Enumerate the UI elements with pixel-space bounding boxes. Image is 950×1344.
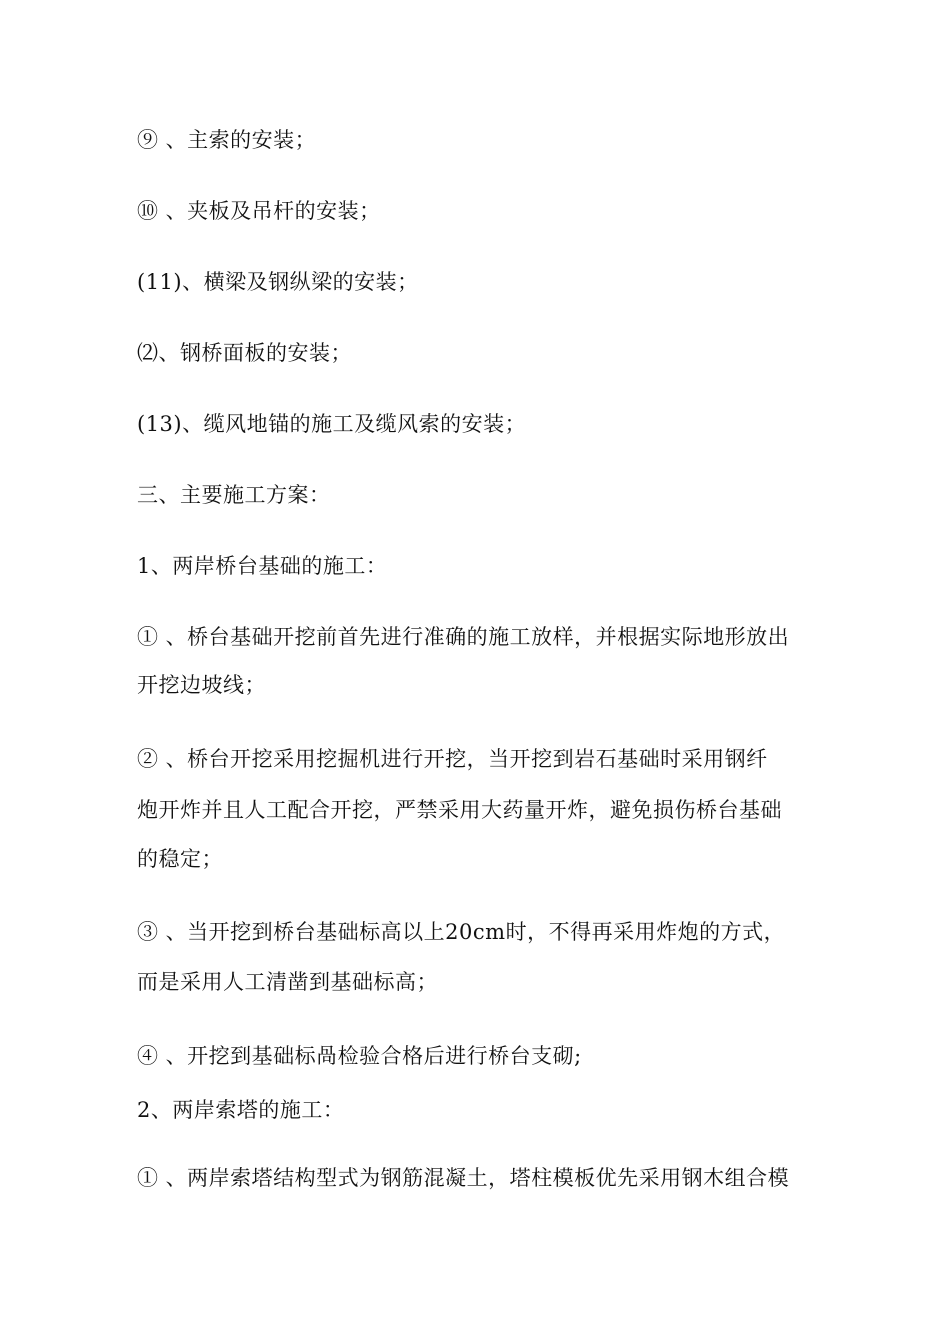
paragraph-3-line-1: ③ 、当开挖到桥台基础标高以上20cm时，不得再采用炸炮的方式， (137, 920, 786, 944)
text-line-item-9: ⑨ 、主索的安装； (137, 128, 317, 152)
text-line-item-13: (13)、缆风地锚的施工及缆风索的安装； (137, 412, 527, 436)
paragraph-1-line-2: 开挖边坡线； (137, 673, 266, 697)
paragraph-2-line-2: 炮开炸并且人工配合开挖，严禁采用大药量开炸，避免损伤桥台基础 (137, 798, 782, 822)
paragraph-3-line-2: 而是采用人工清凿到基础标高； (137, 970, 438, 994)
paragraph-5-line-1: ① 、两岸索塔结构型式为钢筋混凝土，塔柱模板优先采用钢木组合模 (137, 1166, 790, 1190)
text-line-item-10: ⑩ 、夹板及吊杆的安装； (137, 199, 381, 223)
paragraph-2-line-1: ② 、桥台开挖采用挖掘机进行开挖，当开挖到岩石基础时采用钢纤 (137, 747, 768, 771)
subsection-heading-abutment: 1、两岸桥台基础的施工： (137, 554, 388, 578)
text-line-item-12: ⑵、钢桥面板的安装； (137, 341, 352, 365)
paragraph-1-line-1: ① 、桥台基础开挖前首先进行准确的施工放样，并根据实际地形放出 (137, 625, 790, 649)
section-heading-main-plan: 三、主要施工方案： (137, 483, 331, 507)
text-line-item-11: (11)、横梁及钢纵梁的安装； (137, 270, 419, 294)
subsection-heading-tower: 2、两岸索塔的施工： (137, 1098, 345, 1122)
paragraph-4-line-1: ④ 、开挖到基础标咼检验合格后进行桥台支砌; (137, 1044, 582, 1068)
paragraph-2-line-3: 的稳定； (137, 847, 223, 871)
